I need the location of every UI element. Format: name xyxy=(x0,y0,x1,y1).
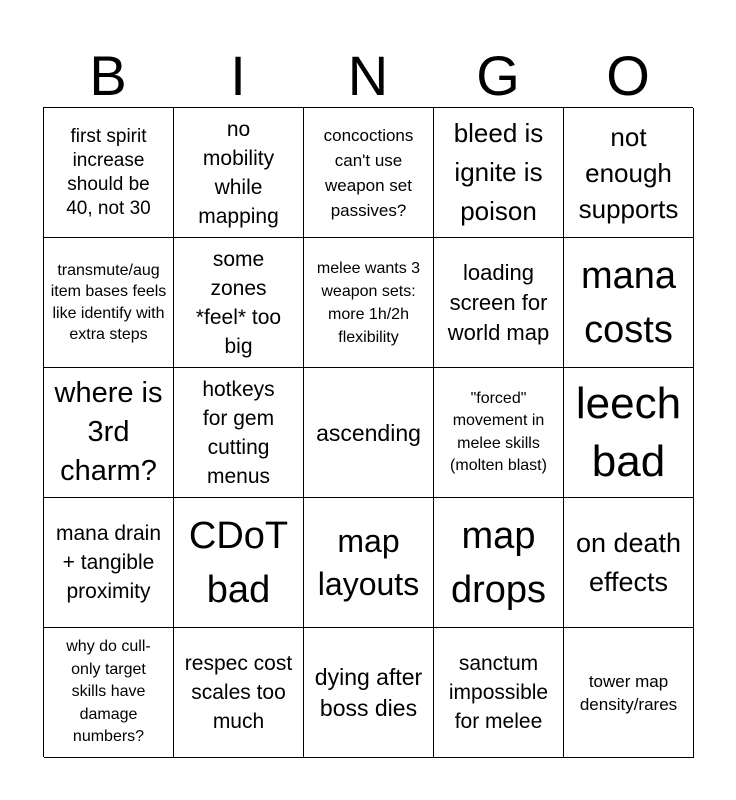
bingo-cell-o3[interactable] xyxy=(564,368,694,498)
bingo-cell-b2[interactable] xyxy=(44,238,174,368)
header-letter-i: I xyxy=(230,44,246,107)
bingo-cell-g1[interactable] xyxy=(434,108,564,238)
bingo-cell-n1[interactable] xyxy=(304,108,434,238)
bingo-cell-o4[interactable] xyxy=(564,498,694,628)
bingo-cell-n5[interactable] xyxy=(304,628,434,758)
cell-label: hotkeys for gem cutting menus xyxy=(202,377,275,488)
bingo-cell-g2[interactable] xyxy=(434,238,564,368)
bingo-cell-b5[interactable] xyxy=(44,628,174,758)
cell-label: on death effects xyxy=(575,527,682,597)
bingo-cell-i5[interactable] xyxy=(174,628,304,758)
header-letter-n: N xyxy=(347,44,389,107)
bingo-cell-o2[interactable] xyxy=(564,238,694,368)
header-letter-g: G xyxy=(476,44,520,107)
cell-label: transmute/aug item bases feels like identify with extra steps xyxy=(50,261,167,343)
cell-label: bleed is ignite is poison xyxy=(453,118,544,226)
header-letter-b: B xyxy=(89,44,127,107)
cell-label: concoctions can't use weapon set passives? xyxy=(323,125,414,220)
cell-label: map layouts xyxy=(317,522,420,602)
cell-label: ascending xyxy=(316,419,421,446)
cell-label: leech bad xyxy=(575,378,682,486)
bingo-cell-n2[interactable] xyxy=(304,238,434,368)
bingo-cell-i2[interactable] xyxy=(174,238,304,368)
bingo-cell-n4[interactable] xyxy=(304,498,434,628)
cell-label: first spirit increase should be 40, not 30 xyxy=(66,125,151,219)
cell-label: mana costs xyxy=(580,254,677,351)
cell-label: tower map density/rares xyxy=(579,671,678,714)
cell-label: loading screen for world map xyxy=(447,259,550,345)
cell-label: dying after boss dies xyxy=(314,663,423,721)
cell-label: where is 3rd charm? xyxy=(54,377,163,487)
cell-label: map drops xyxy=(450,514,547,611)
bingo-cell-i4[interactable] xyxy=(174,498,304,628)
bingo-cell-b4[interactable] xyxy=(44,498,174,628)
bingo-header xyxy=(43,44,693,108)
header-letter-o: O xyxy=(606,44,650,107)
cell-label: why do cull-only target skills have damage numbers? xyxy=(66,638,151,746)
cell-label: sanctum impossible for melee xyxy=(448,652,549,733)
bingo-cell-i3[interactable] xyxy=(174,368,304,498)
bingo-cell-n3[interactable] xyxy=(304,368,434,498)
bingo-cell-g3[interactable] xyxy=(434,368,564,498)
cell-label: respec cost scales too much xyxy=(184,652,293,733)
bingo-cell-g4[interactable] xyxy=(434,498,564,628)
cell-label: not enough supports xyxy=(578,121,679,224)
bingo-cell-b1[interactable] xyxy=(44,108,174,238)
cell-label: CDoT bad xyxy=(188,514,289,611)
bingo-cell-b3[interactable] xyxy=(44,368,174,498)
cell-label: no mobility while mapping xyxy=(198,117,279,228)
cell-label: some zones *feel* too big xyxy=(195,247,282,358)
bingo-cell-i1[interactable] xyxy=(174,108,304,238)
cell-label: "forced" movement in melee skills (molten blast) xyxy=(450,389,547,474)
bingo-cell-o5[interactable] xyxy=(564,628,694,758)
bingo-cell-g5[interactable] xyxy=(434,628,564,758)
cell-label: melee wants 3 weapon sets: more 1h/2h flexibility xyxy=(316,259,421,346)
bingo-cell-o1[interactable] xyxy=(564,108,694,238)
cell-label: mana drain + tangible proximity xyxy=(55,522,162,603)
bingo-board xyxy=(43,107,693,757)
